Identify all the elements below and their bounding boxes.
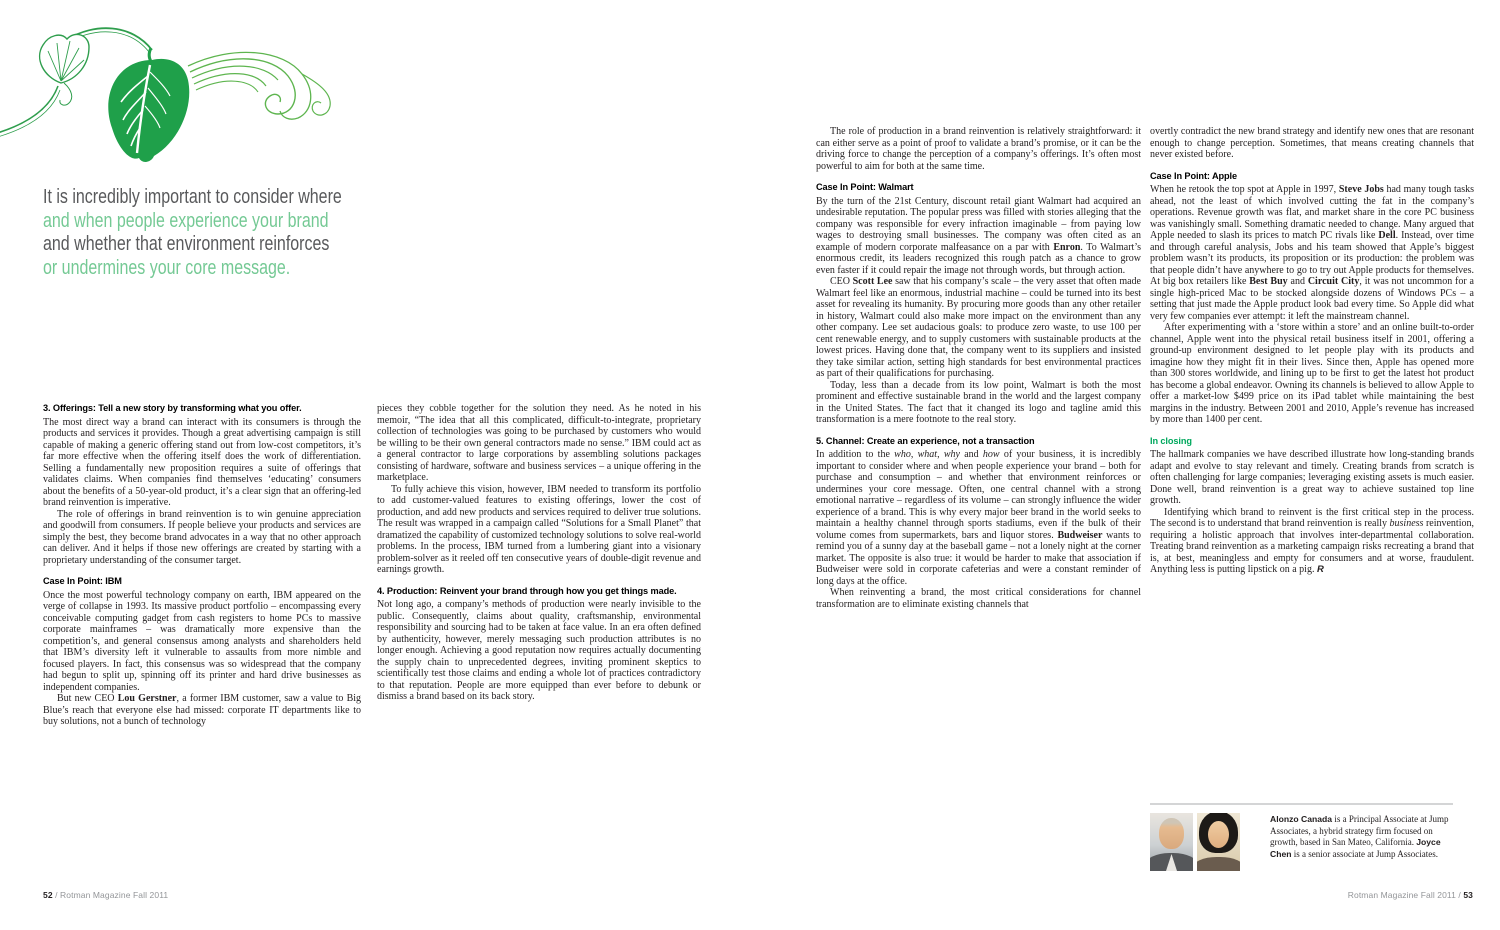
page-number-right: 53	[1463, 890, 1473, 900]
body-paragraph: CEO Scott Lee saw that his company’s scale – the very asset that often made Walmart feel like an enormous, industrial machine – could be turned into its best asset for revealing its humanity. By procuring more goods than any other retailer in history, Walmart could also make more impact on the environment than any other company. Lee set audacious goals: to produce zero waste, to use 100 per cent renewable energy, and to supply customers with sustainable products at the lowest prices. Having done that, the company went to its suppliers and insisted they take similar action, setting high standards for best environmental practices as part of their qualifications for purchasing.	[816, 276, 1141, 379]
body-paragraph: Identifying which brand to reinvent is the first critical step in the process. The second is to understand that brand reinvention is really business reinvention, requiring a holistic approach that involves inter-departmental collaboration. Treating brand reinvention as a marketing campaign risks recreating a brand that is, at best, meaningless and empty for consumers and at worse, fraudulent. Anything less is putting lipstick on a pig. R	[1150, 506, 1474, 575]
body-paragraph: But new CEO Lou Gerstner, a former IBM customer, saw a value to Big Blue’s reach that everyone else had missed: corporate IT departments like to buy solutions, not a bunch of technology	[43, 693, 362, 727]
body-paragraph: When he retook the top spot at Apple in 1997, Steve Jobs had many tough tasks ahead, not the least of which involved cutting the fat in the company’s operations. Revenue growth was flat, and market share in the core PC business was vanishingly small. Something dramatic needed to change. Many argued that Apple needed to slash its prices to match PC rivals like Dell. Instead, over time and through careful analysis, Jobs and his team showed that Apple’s biggest problem wasn’t its products, its proposition or its production: the problem was that people didn’t have anywhere to go to try out Apple products for themselves. At big box retailers like Best Buy and Circuit City, it was not uncommon for a single high-priced Mac to be stocked alongside dozens of Windows PCs – a setting that just made the Apple product look bad every time. So Apple did what very few companies ever attempt: it left the mainstream channel.	[1150, 184, 1474, 322]
bio-divider-rule	[1150, 803, 1453, 805]
pull-quote-line: and whether that environment reinforces	[43, 233, 330, 255]
italic-run: how	[982, 449, 1000, 460]
body-paragraph: The hallmark companies we have described illustrate how long-standing brands adapt and evolve to stay relevant and timely. Creating brands from scratch is often challenging for large companies; leveraging existing assets is much easier. Done well, brand reinvention is a great way to achieve sustained top line growth.	[1150, 449, 1474, 506]
italic-run: who	[894, 449, 911, 460]
left-page-column-2	[377, 403, 701, 703]
body-paragraph: Today, less than a decade from its low point, Walmart is both the most prominent and effective sustainable brand in the world and the largest company in the United States. The fact that it changed its logo and tagline amid this transformation is a mere footnote to the real story.	[816, 379, 1141, 425]
bold-run: Steve Jobs	[1338, 184, 1384, 195]
section-heading: Case In Point: IBM	[43, 576, 122, 586]
rotman-end-mark-icon: R	[1316, 564, 1324, 575]
footer-left-text: / Rotman Magazine Fall 2011	[52, 890, 169, 900]
right-page-column-2	[1150, 126, 1474, 576]
bold-run: Alonzo Canada	[1270, 814, 1333, 824]
photo-face	[1159, 818, 1184, 849]
body-paragraph: To fully achieve this vision, however, IBM needed to transform its portfolio to add customer-valued features to existing offerings, lower the cost of production, and add new products and services required to deliver true solutions. The result was wrapped in a campaign called “Solutions for a Small Planet” that dramatized the capability of customized technology solutions to solve real-world problems. In the process, IBM turned from a lumbering giant into a visionary problem-solver as it reeled off ten consecutive years of double-digit revenue and earnings growth.	[377, 483, 701, 575]
italic-run: why	[943, 449, 960, 460]
body-paragraph: The most direct way a brand can interact with its consumers is through the products and services it provides. Though a great advertising campaign is still capable of making a generic offering stand out from low-cost competitors, it’s far more effective when the offering itself does the work of differentiation. Selling a fundamentally new proposition requires a suite of offerings that validates claims. When companies find themselves ‘educating’ consumers about the benefits of a 50-year-old product, it’s a clear sign that an offering-led brand reinvention is imperative.	[43, 416, 361, 508]
bold-run: Enron	[1053, 241, 1081, 253]
body-paragraph: The role of production in a brand reinvention is relatively straightforward: it can either serve as a point of proof to validate a brand’s promise, or it can be the driving force to change the perception of a company’s offerings. It’s often most powerful to aim for both at the same time.	[816, 126, 1141, 172]
body-paragraph: In addition to the who, what, why and how of your business, it is incredibly important to consider where and when people experience your brand – both for purchase and consumption – and whether that environment reinforces or undermines your core message. Often, one central channel with a strong emotional narrative – regardless of its volume – can strongly influence the wider experience of a brand. This is why every major beer brand in the world seeks to maintain a healthy channel through sports stadiums, even if the bulk of their volume comes from supermarkets, bars and liquor stores. Budweiser wants to remind you of a sunny day at the baseball game – not a lonely night at the corner market. The opposite is also true: it would be harder to make that association if Budweiser were sold in corporate cafeterias and were a constant reminder of long days at the office.	[816, 449, 1141, 587]
body-paragraph: Once the most powerful technology company on earth, IBM appeared on the verge of collapse in 1993. Its massive product portfolio – encompassing every conceivable computing gadget from cash registers to home PCs to massive corporate mainframes – was dramatically more expensive than the competition’s, and general consensus among analysts and shareholders held that IBM’s diversity left it vulnerable to assaults from more nimble and focused players. In fact, this consensus was so widespread that the company had begun to split up, spinning off its printer and hard drive businesses as independent companies.	[43, 589, 361, 693]
footer-right-text: Rotman Magazine Fall 2011 /	[1347, 890, 1464, 900]
author-bio-text: Alonzo Canada is a Principal Associate at Jump Associates, a hybrid strategy firm focused on growth, based in San Mateo, California. Joyce Chen is a senior associate at Jump Associates.	[1270, 814, 1449, 859]
body-paragraph: The role of offerings in brand reinvention is to win genuine appreciation and goodwill from consumers. If people believe your products and services are simply the best, they become brand advocates in a way that no other approach can deliver. And it helps if those new offerings are created by starting with a proprietary understanding of the consumer target.	[43, 508, 361, 566]
solid-leaf	[108, 48, 189, 162]
outline-leaf	[40, 34, 89, 105]
bold-run: Dell	[1378, 230, 1396, 241]
bold-run: Budweiser	[1057, 529, 1103, 541]
author-photo-alonzo-canada	[1150, 813, 1193, 871]
left-page-column-1	[43, 403, 361, 728]
photo-face	[1208, 821, 1229, 848]
closing-heading: In closing	[1150, 435, 1192, 446]
right-page-column-1	[816, 126, 1141, 610]
photo-torso	[1197, 857, 1240, 871]
body-paragraph: By the turn of the 21st Century, discount retail giant Walmart had acquired an undesirable reputation. The popular press was filled with stories alleging that the company was responsible for every infraction imaginable – from paying low wages to destroying small businesses. The company was often cited as an example of modern corporate malfeasance on a par with Enron. To Walmart’s enormous credit, its leaders recognized this rough patch as a chance to grow even faster if it could repair the image not through words, but through action.	[816, 195, 1141, 276]
italic-run: what	[917, 449, 938, 460]
bold-run: Lou Gerstner	[117, 693, 177, 704]
body-paragraph: Not long ago, a company’s methods of production were nearly invisible to the public. Consequently, claims about quality, craftsmanship, environmental responsibility and sourcing had to be taken at face value. In an era often defined by authenticity, however, merely messaging such production attributes is no longer enough. Achieving a good reputation now requires actually documenting the supply chain to unprecedented degrees, inviting prominent skeptics to scientifically test those claims and ending a whole lot of practices contradictory to that reputation. People are more equipped than ever before to debunk or dismiss a brand based on its back story.	[377, 599, 701, 702]
bold-run: Circuit City	[1307, 276, 1360, 287]
body-paragraph: When reinventing a brand, the most critical considerations for channel transformation are to eliminate existing channels that	[816, 587, 1141, 610]
body-paragraph: After experimenting with a ‘store within a store’ and an online built-to-order channel, Apple went into the physical retail business itself in 2001, offering a ground-up environment designed to let people play with its products and imagine how they might fit in their lives. Since then, Apple has opened more than 300 stores worldwide, and lining up to be first to get the latest hot product has become a global endeavor. Owning its channels is believed to allow Apple to offer a market-low $499 price on its iPad tablet while maintaining the best margins in the industry. Between 2001 and 2010, Apple’s revenue has increased by more than 1400 per cent.	[1150, 322, 1474, 425]
section-heading: 3. Offerings: Tell a new story by transforming what you offer.	[43, 403, 302, 413]
swirl-flourish	[188, 52, 330, 119]
author-bio	[1150, 813, 1460, 883]
section-heading: Case In Point: Walmart	[816, 182, 914, 192]
pull-quote-line: and when people experience your brand	[43, 209, 329, 232]
section-heading: Case In Point: Apple	[1150, 170, 1237, 181]
pull-quote	[43, 186, 387, 280]
bold-run: Joyce Chen	[1270, 837, 1441, 859]
body-paragraph: overtly contradict the new brand strategy and identify new ones that are resonant enough to change perception. Sometimes, that means creating channels that never existed before.	[1150, 126, 1474, 160]
section-heading: 5. Channel: Create an experience, not a transaction	[816, 435, 1035, 446]
footer-right	[1348, 890, 1473, 900]
author-photo-joyce-chen	[1197, 813, 1240, 871]
vine-leaf-illustration	[0, 10, 340, 188]
italic-run: business	[1389, 518, 1424, 529]
page-number-left: 52	[43, 890, 53, 900]
body-paragraph: pieces they cobble together for the solution they need. As he noted in his memoir, “The idea that all this complicated, difficult-to-integrate, proprietary collection of technologies was going to be purchased by customers who would be willing to be their own general contractors made no sense.” IBM could act as a general contractor to large corporations by assembling solutions packages consisting of hardware, software and business services – a unique offering in the marketplace.	[377, 403, 701, 483]
footer-left	[43, 890, 168, 900]
bold-run: Scott Lee	[852, 276, 893, 287]
section-heading: 4. Production: Reinvent your brand through how you get things made.	[377, 585, 677, 596]
pull-quote-line: or undermines your core message.	[43, 256, 291, 279]
pull-quote-line: It is incredibly important to consider where	[43, 186, 342, 208]
bold-run: Best Buy	[1249, 276, 1288, 287]
